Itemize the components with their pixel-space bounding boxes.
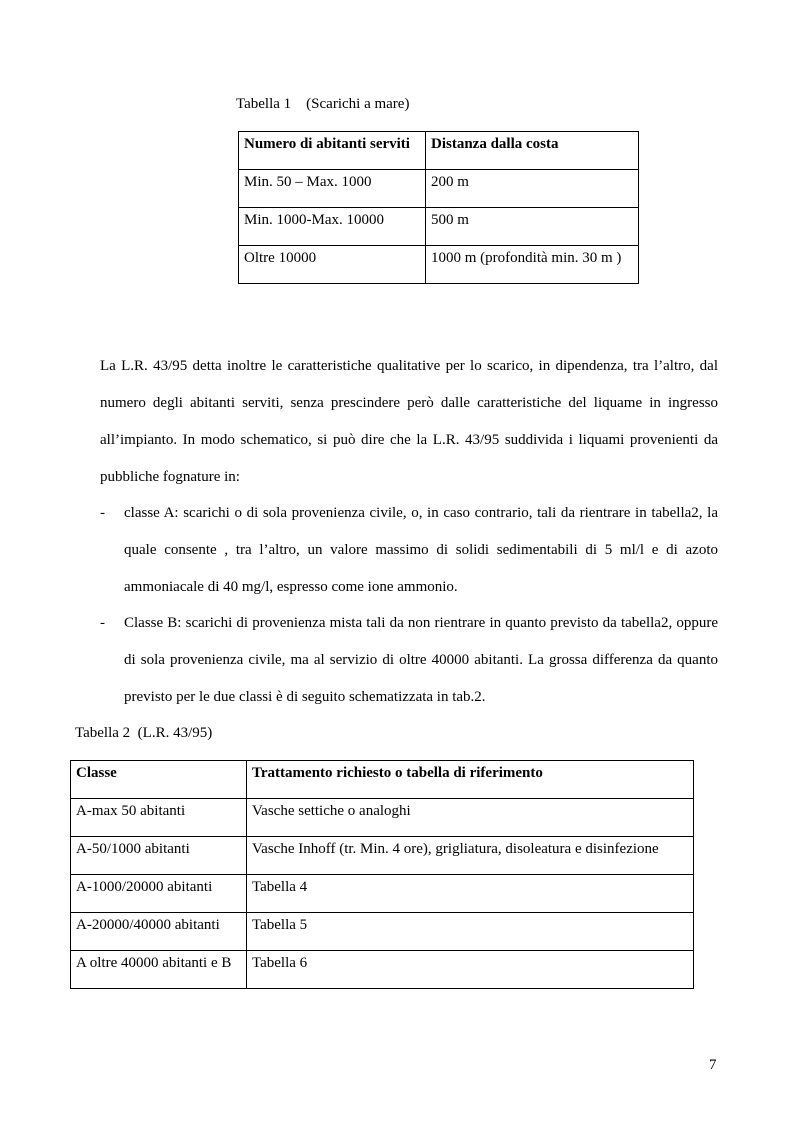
header-cell: Numero di abitanti serviti [239, 132, 426, 170]
table1-distanza-dalla-costa [238, 131, 639, 284]
table-cell: 200 m [426, 170, 639, 208]
table-cell: Tabella 4 [247, 875, 694, 913]
table-cell: Tabella 5 [247, 913, 694, 951]
table-row [239, 246, 639, 284]
table-header-row [239, 132, 639, 170]
list-item-text: classe A: scarichi o di sola provenienza civile, o, in caso contrario, tali da rientrare in tabella2, la quale consente , tra l’altro, un valore massimo di solidi sedimentabili di 5 ml/l e di azoto ammoniacale di 40 mg/l, espresso come ione ammonio. [124, 505, 718, 595]
table2-caption: Tabella 2 (L.R. 43/95) [75, 725, 213, 741]
table-row [71, 799, 694, 837]
list-item [100, 495, 718, 606]
table-header-row [71, 761, 694, 799]
table-cell: Vasche settiche o analoghi [247, 799, 694, 837]
page-number: 7 [709, 1057, 717, 1073]
table2-classi-trattamento [70, 760, 694, 989]
list-bullet: - [100, 615, 105, 631]
table-row [239, 208, 639, 246]
table-cell: A-max 50 abitanti [71, 799, 247, 837]
header-cell: Distanza dalla costa [426, 132, 639, 170]
table-cell: Min. 1000-Max. 10000 [239, 208, 426, 246]
list-item [100, 605, 718, 716]
table-row [71, 951, 694, 989]
table-cell: 500 m [426, 208, 639, 246]
list-item-text: Classe B: scarichi di provenienza mista tali da non rientrare in quanto previsto da tabella2, oppure di sola provenienza civile, ma al servizio di oltre 40000 abitanti. La grossa differenza da quanto previsto per le due classi è di seguito schematizzata in tab.2. [124, 615, 718, 705]
table-cell: A-20000/40000 abitanti [71, 913, 247, 951]
table-row [71, 913, 694, 951]
list-bullet: - [100, 505, 105, 521]
header-cell: Classe [71, 761, 247, 799]
table1-caption: Tabella 1 (Scarichi a mare) [236, 96, 410, 112]
table-cell: Min. 50 – Max. 1000 [239, 170, 426, 208]
table-row [71, 837, 694, 875]
table-row [239, 170, 639, 208]
header-cell: Trattamento richiesto o tabella di riferimento [247, 761, 694, 799]
table-cell: Vasche Inhoff (tr. Min. 4 ore), grigliatura, disoleatura e disinfezione [247, 837, 694, 875]
table-cell: A-50/1000 abitanti [71, 837, 247, 875]
table-cell: Oltre 10000 [239, 246, 426, 284]
table-row [71, 875, 694, 913]
table-cell: A oltre 40000 abitanti e B [71, 951, 247, 989]
table-cell: 1000 m (profondità min. 30 m ) [426, 246, 639, 284]
table-cell: A-1000/20000 abitanti [71, 875, 247, 913]
table-cell: Tabella 6 [247, 951, 694, 989]
body-paragraph: La L.R. 43/95 detta inoltre le caratteristiche qualitative per lo scarico, in dipendenza, tra l’altro, dal numero degli abitanti serviti, senza prescindere però dalle caratteristiche del liquame in ingresso all’impianto. In modo schematico, si può dire che la L.R. 43/95 suddivida i liquami provenienti da pubbliche fognature in: [100, 358, 718, 485]
